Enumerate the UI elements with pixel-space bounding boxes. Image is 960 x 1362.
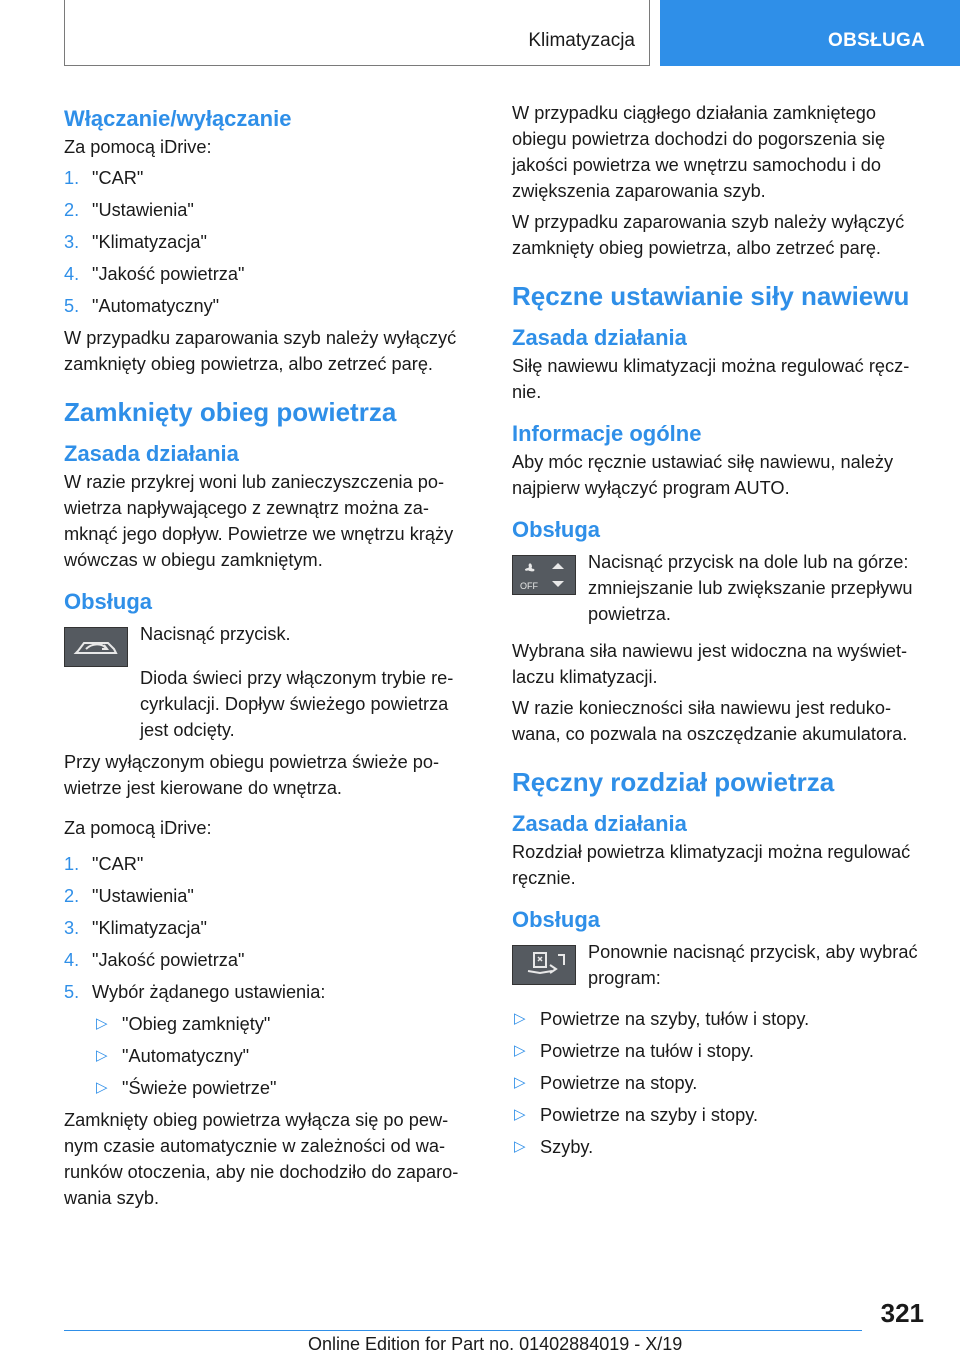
list-item: ▷ Powietrze na szyby, tułów i stopy. (512, 1006, 926, 1032)
paragraph-fresh-air: Przy wyłączonym obiegu powietrza świeże powietrze jest kierowane do wnętrza. (64, 752, 440, 798)
bullet-triangle-icon: ▷ (96, 1047, 108, 1064)
heading-on-off: Włączanie/wyłączanie (64, 106, 292, 131)
recirculation-button-icon (64, 627, 128, 667)
paragraph-fan: Siłę nawiewu klimatyzacji można regulować ręcznie. (512, 356, 910, 402)
list-item: 2. "Ustawienia" (64, 200, 194, 220)
heading-operation: Obsługa (64, 589, 153, 614)
list-item: ▷ Szyby. (512, 1134, 926, 1160)
svg-text:OFF: OFF (520, 581, 538, 591)
steps-list-1 (64, 165, 476, 319)
list-item: 1. "CAR" (64, 168, 144, 188)
air-distribution-button-icon (512, 945, 576, 985)
right-column (512, 100, 926, 1166)
left-column (64, 100, 476, 1216)
paragraph-fog-2: W przypadku zaparowania szyb należy wyłączyć zamknięty obieg powietrza, albo zetrzeć parę. (512, 212, 905, 258)
list-item: 4. "Jakość powietrza" (64, 950, 245, 970)
heading-distribution: Ręczny rozdział powietrza (512, 767, 835, 797)
footer-divider (64, 1330, 862, 1331)
idrive-intro: Za pomocą iDrive: (64, 137, 212, 157)
heading-general: Informacje ogólne (512, 421, 702, 446)
press-instruction: Nacisnąć przycisk. (140, 624, 291, 644)
list-item: 3. "Klimatyzacja" (64, 918, 207, 938)
bullet-triangle-icon: ▷ (514, 1138, 526, 1155)
heading-principle-dist: Zasada działania (512, 811, 687, 836)
heading-operation-dist: Obsługa (512, 907, 601, 932)
paragraph-general: Aby móc ręcznie ustawiać siłę nawiewu, należy najpierw wyłączyć program AUTO. (512, 452, 894, 498)
heading-recirculation: Zamknięty obieg powietrza (64, 397, 397, 427)
list-item: 1. "CAR" (64, 854, 144, 874)
paragraph-principle: W razie przykrej woni lub zanieczyszczenia powietrza napływającego z zewnątrz można zamknąć jego dopływ. Powietrze we wnętrzu krąży wówczas w obiegu zamkniętym. (64, 472, 454, 570)
paragraph-distribution: Rozdział powietrza klimatyzacji można regulować ręcznie. (512, 842, 911, 888)
options-list (92, 1011, 476, 1101)
distribution-button-row (512, 939, 926, 996)
heading-principle-fan: Zasada działania (512, 325, 687, 350)
header-frame (64, 0, 650, 66)
list-item: ▷ Powietrze na stopy. (512, 1070, 926, 1096)
list-item: 5. "Automatyczny" (64, 296, 220, 316)
paragraph-auto-off: Zamknięty obieg powietrza wyłącza się po pewnym czasie automatycznie w zależności od warunków otoczenia, aby nie dochodziło do zaparowania szyb. (64, 1110, 459, 1208)
list-item: 3. "Klimatyzacja" (64, 232, 207, 252)
paragraph-long-recirc: W przypadku ciągłego działania zamkniętego obiegu powietrza dochodzi do pogorszenia się jakości powietrza we wnętrzu samochodu i do zwiększenia zaparowania szyb. (512, 103, 886, 201)
recirc-button-row (64, 621, 476, 667)
list-item: ▷ Powietrze na tułów i stopy. (512, 1038, 926, 1064)
list-item: ▷ Powietrze na szyby i stopy. (512, 1102, 926, 1128)
idrive-intro-2: Za pomocą iDrive: (64, 818, 212, 838)
paragraph-reduce: W razie konieczności siła nawiewu jest redukowana, co pozwala na oszczędzanie akumulatora. (512, 698, 908, 744)
bullet-triangle-icon: ▷ (514, 1042, 526, 1059)
heading-operation-fan: Obsługa (512, 517, 601, 542)
distribution-button-text: Ponownie nacisnąć przycisk, aby wybrać program: (588, 942, 918, 988)
chapter-tab-label: OBSŁUGA (828, 30, 926, 51)
chapter-tab (660, 0, 960, 66)
list-item: ▷ "Obieg zamknięty" (96, 1011, 476, 1037)
bullet-triangle-icon: ▷ (514, 1106, 526, 1123)
list-item: 5. Wybór żądanego ustawienia: (64, 982, 326, 1002)
bullet-triangle-icon: ▷ (96, 1015, 108, 1032)
list-item: 2. "Ustawienia" (64, 886, 194, 906)
paragraph-display: Wybrana siła nawiewu jest widoczna na wyświetlaczu klimatyzacji. (512, 641, 908, 687)
paragraph-fog: W przypadku zaparowania szyb należy wyłączyć zamknięty obieg powietrza, albo zetrzeć parę. (64, 328, 457, 374)
heading-fan-speed: Ręczne ustawianie siły nawiewu (512, 281, 910, 311)
list-item: ▷ "Automatyczny" (96, 1043, 476, 1069)
programs-list (512, 1006, 926, 1160)
led-text-first (140, 665, 476, 743)
list-item: ▷ "Świeże powietrze" (96, 1075, 476, 1101)
steps-list-2 (64, 851, 476, 1005)
fan-button-row (512, 549, 926, 632)
footer-edition: Online Edition for Part no. 01402884019 - X/19 (308, 1334, 683, 1354)
section-title: Klimatyzacja (528, 30, 635, 51)
led-text: Dioda świeci przy włączonym trybie recyrkulacji. Dopływ świeżego powietrza jest odcięty. (140, 668, 454, 740)
page-number: 321 (880, 1298, 924, 1328)
bullet-triangle-icon: ▷ (96, 1079, 108, 1096)
fan-button-icon (512, 555, 576, 595)
bullet-triangle-icon: ▷ (514, 1010, 526, 1027)
bullet-triangle-icon: ▷ (514, 1074, 526, 1091)
fan-button-text: Nacisnąć przycisk na dole lub na górze: zmniejszanie lub zwiększanie przepływu powietrza. (588, 552, 913, 624)
heading-principle: Zasada działania (64, 441, 239, 466)
list-item: 4. "Jakość powietrza" (64, 264, 245, 284)
